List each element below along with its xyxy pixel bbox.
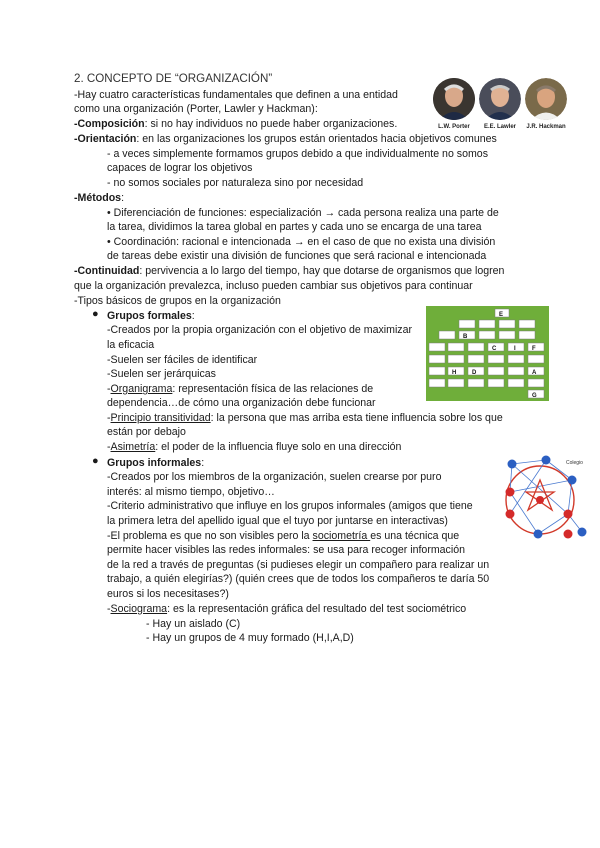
- grupos-formales-heading: Grupos formales:: [107, 310, 195, 322]
- bullet-icon: ●: [92, 455, 99, 467]
- org-box-label: H: [452, 370, 457, 376]
- formales-line: la eficacia: [107, 339, 155, 351]
- informales-line: euros si los necesitases?): [107, 588, 229, 600]
- metodos-sub: la tarea, dividimos la tarea global en partes y cada uno se encarga de una tarea: [107, 221, 482, 233]
- asimetria: -Asimetría: el poder de la influencia fluye solo en una dirección: [107, 441, 402, 453]
- informales-line: trabajo, a quién elegirías?) (quién crees que de todos los compañeros te daría 50: [107, 573, 490, 585]
- sociograma-sub: - Hay un aislado (C): [146, 618, 241, 630]
- problema-line: -El problema es que no son visibles pero la sociometría es una técnica que: [107, 530, 460, 542]
- org-box-label: F: [532, 346, 536, 352]
- photo-label: E.E. Lawler: [483, 124, 516, 130]
- photo-label: J.R. Hackman: [526, 124, 566, 130]
- principio-line-2: están por debajo: [107, 426, 186, 438]
- org-box-label: C: [492, 346, 497, 352]
- photo-lawler: [479, 78, 521, 120]
- org-box-label: D: [472, 370, 477, 376]
- informales-line: la primera letra del apellido igual que el tuyo por juntarse en interactivas): [107, 515, 448, 527]
- photo-porter: [433, 78, 475, 120]
- org-box-label: E: [499, 312, 504, 318]
- grupos-informales-heading: Grupos informales:: [107, 457, 205, 469]
- intro-line-2: como una organización (Porter, Lawler y Hackman):: [74, 103, 318, 115]
- principio-transitividad: -Principio transitividad: la persona que mas arriba esta tiene influencia sobre los que: [107, 412, 503, 424]
- org-box-label: I: [514, 346, 516, 352]
- formales-line: -Creados por la propia organización con el objetivo de maximizar: [107, 324, 413, 336]
- org-chart-figure: [426, 306, 549, 401]
- orientacion-sub: - a veces simplemente formamos grupos debido a que individualmente no somos: [107, 148, 488, 160]
- formales-line: -Suelen ser jerárquicas: [107, 368, 216, 380]
- continuidad: -Continuidad: pervivencia a lo largo del tiempo, hay que dotarse de organismos que logren: [74, 265, 505, 277]
- metodos: -Métodos:: [74, 192, 125, 204]
- orientacion: -Orientación: en las organizaciones los grupos están orientados hacia objetivos comunes: [74, 133, 497, 145]
- metodos-sub: de tareas debe existir una división de funciones que será racional e intencionada: [107, 250, 487, 262]
- intro-line-1: -Hay cuatro características fundamentales que definen a una entidad: [74, 89, 398, 101]
- informales-line: interés: al mismo tiempo, objetivo…: [107, 486, 275, 498]
- sociogram-label: Colegio: [566, 460, 583, 466]
- informales-line: permite hacer visibles las redes informales: se usa para recoger información: [107, 544, 465, 556]
- continuidad-line-2: que la organización prevalezca, incluso pueden cambiar sus objetivos para continuar: [74, 280, 473, 292]
- informales-line: -Creados por los miembros de la organización, suelen crearse por puro: [107, 471, 442, 483]
- sociograma: -Sociograma: es la representación gráfica del resultado del test sociométrico: [107, 603, 467, 615]
- org-box-label: B: [463, 334, 468, 340]
- bullet-icon: ●: [92, 308, 99, 320]
- tipos-grupos: -Tipos básicos de grupos en la organización: [74, 295, 281, 307]
- sociograma-sub: - Hay un grupos de 4 muy formado (H,I,A,D): [146, 632, 354, 644]
- photo-label: L.W. Porter: [438, 124, 470, 130]
- organigrama-line-2: dependencia…de cómo una organización debe funcionar: [107, 397, 376, 409]
- informales-line: -Criterio administrativo que influye en los grupos informales (amigos que tiene: [107, 500, 473, 512]
- org-box-label: A: [532, 370, 537, 376]
- org-box-label: G: [532, 393, 537, 399]
- informales-line: de la red a través de preguntas (si pudieses elegir un compañero para realizar un: [107, 559, 490, 571]
- metodos-sub: • Coordinación: racional e intencionada → en el caso de que no exista una división: [107, 236, 496, 248]
- organigrama: -Organigrama: representación física de las relaciones de: [107, 383, 374, 395]
- page-title: 2. CONCEPTO DE “ORGANIZACIÓN”: [74, 72, 273, 85]
- formales-line: -Suelen ser fáciles de identificar: [107, 354, 258, 366]
- orientacion-sub: - no somos sociales por naturaleza sino por necesidad: [107, 177, 364, 189]
- metodos-sub: • Diferenciación de funciones: especialización → cada persona realiza una parte de: [107, 207, 499, 219]
- photo-hackman: [525, 78, 567, 120]
- sociogram-figure: [498, 454, 590, 546]
- composicion: -Composición: si no hay individuos no puede haber organizaciones.: [74, 118, 398, 130]
- orientacion-sub: capaces de lograr los objetivos: [107, 162, 253, 174]
